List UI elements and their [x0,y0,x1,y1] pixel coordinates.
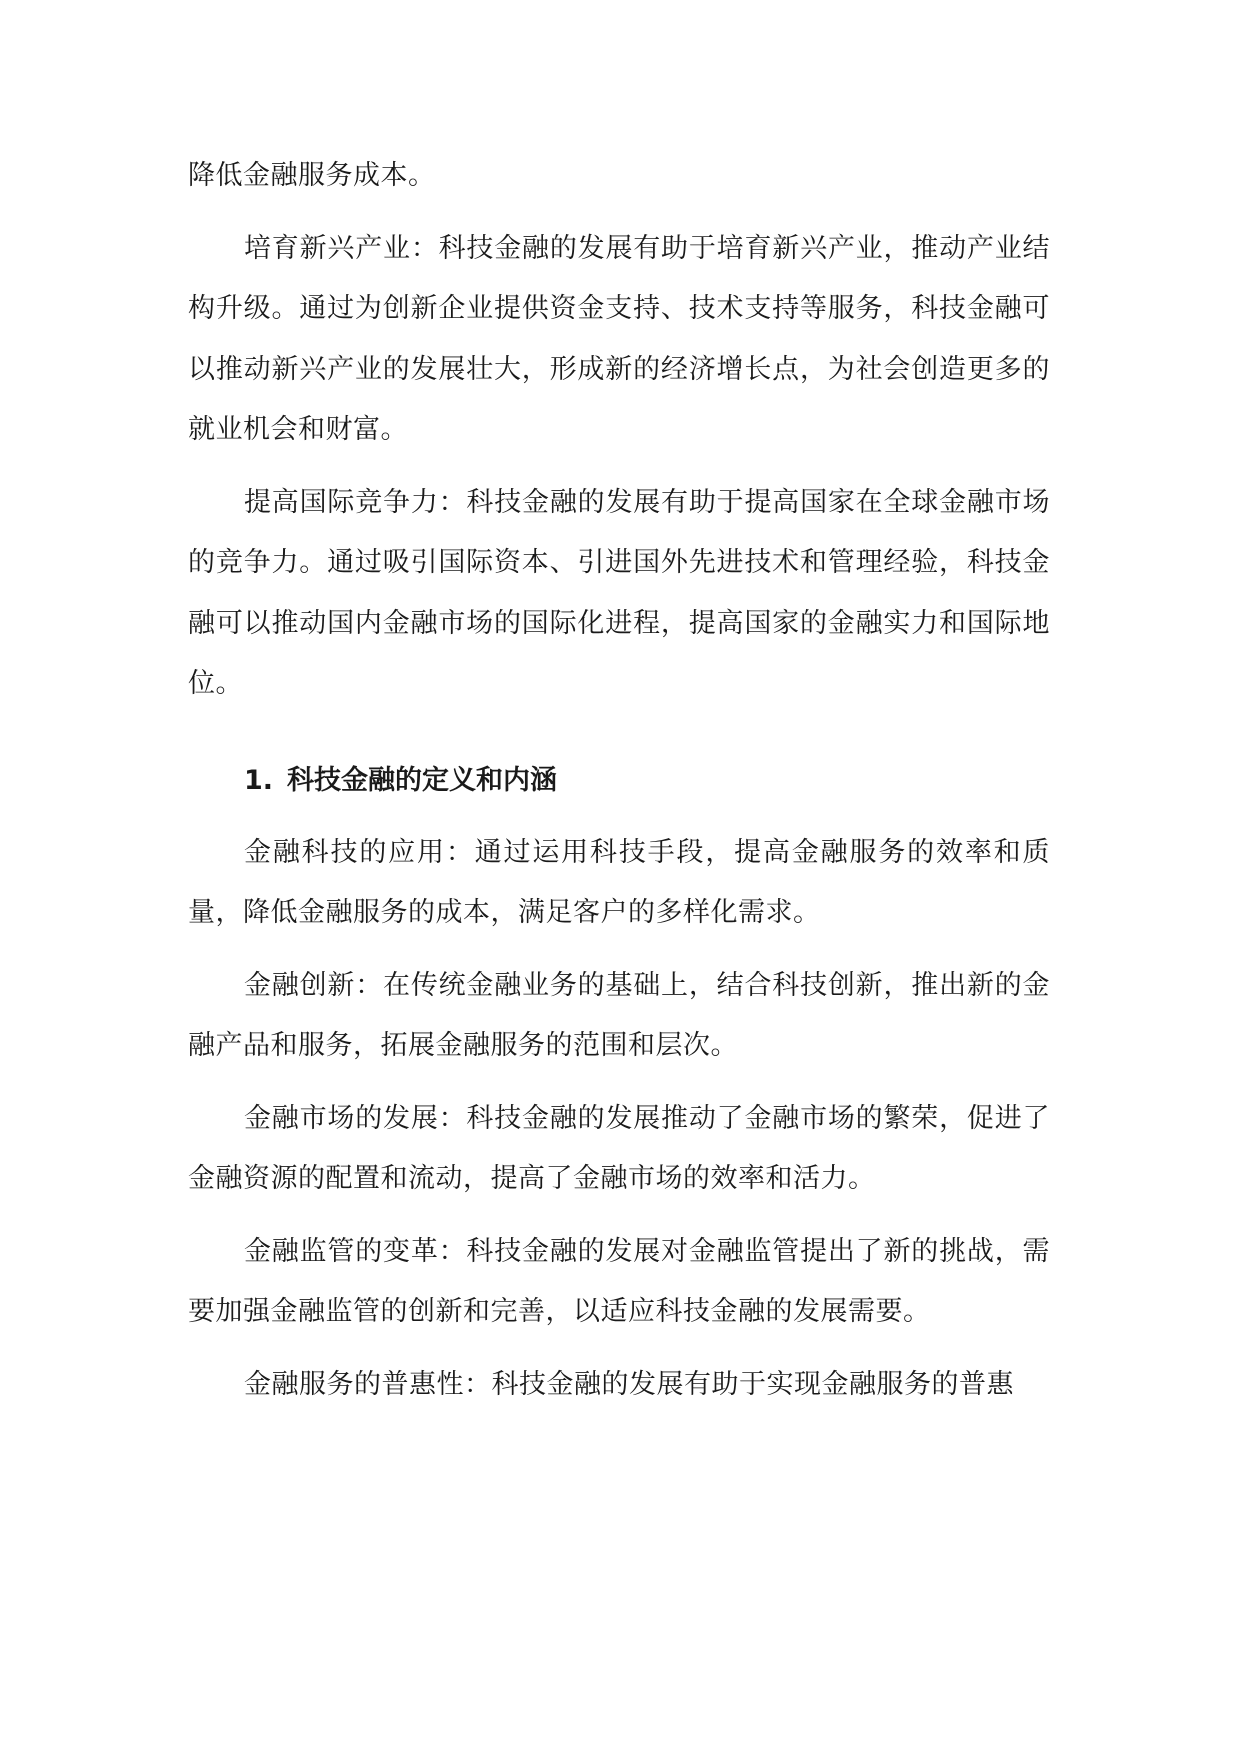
paragraph-continuation: 降低金融服务成本。 [188,160,436,191]
paragraph-emerging-industries: 培育新兴产业：科技金融的发展有助于培育新兴产业，推动产业结构升级。通过为创新企业提供资金支持、技术支持等服务，科技金融可以推动新兴产业的发展壮大，形成新的经济增长点，为社会创造更多的就业机会和财富。 [188,232,1050,445]
section-title: 科技金融的定义和内涵 [287,764,558,796]
paragraph-international-competitiveness: 提高国际竞争力：科技金融的发展有助于提高国家在全球金融市场的竞争力。通过吸引国际资本、引进国外先进技术和管理经验，科技金融可以推动国内金融市场的国际化进程，提高国家的金融实力和国际地位。 [188,486,1050,699]
paragraph-market-development: 金融市场的发展：科技金融的发展推动了金融市场的繁荣，促进了金融资源的配置和流动，提高了金融市场的效率和活力。 [188,1102,1050,1194]
paragraph-fintech-application: 金融科技的应用：通过运用科技手段，提高金融服务的效率和质量，降低金融服务的成本，满足客户的多样化需求。 [188,836,1050,928]
paragraph-regulatory-change: 金融监管的变革：科技金融的发展对金融监管提出了新的挑战，需要加强金融监管的创新和完善，以适应科技金融的发展需要。 [188,1235,1050,1327]
section-number: 1. [244,764,274,796]
paragraph-inclusive-finance: 金融服务的普惠性：科技金融的发展有助于实现金融服务的普惠 [244,1368,1014,1400]
document-body [188,146,1050,1427]
paragraph-financial-innovation: 金融创新：在传统金融业务的基础上，结合科技创新，推出新的金融产品和服务，拓展金融服务的范围和层次。 [188,969,1050,1061]
section-heading [188,751,1050,811]
